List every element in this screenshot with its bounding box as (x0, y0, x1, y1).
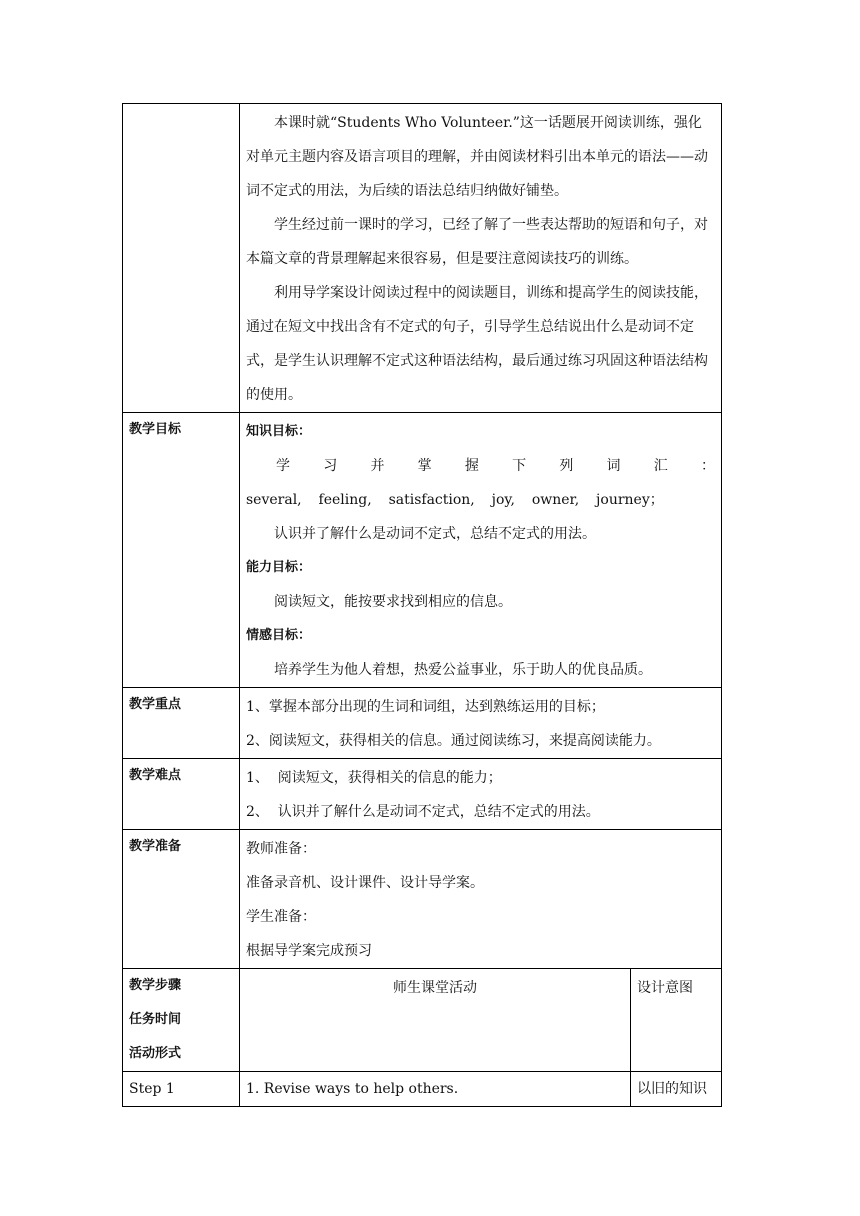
objectives-label: 教学目标 (123, 413, 240, 688)
knowledge-char: 汇 (653, 458, 668, 474)
knowledge-char: 下 (512, 458, 527, 474)
intro-label-cell (123, 104, 240, 413)
knowledge-item-2: 认识并了解什么是动词不定式，总结不定式的用法。 (274, 526, 596, 542)
intro-paragraph-1: 本课时就“Students Who Volunteer.”这一话题展开阅读训练，强化对单元主题内容及语言项目的理解，并由阅读材料引出本单元的语法——动词不定式的用法，为后续的语法总结归纳做好铺垫。 (246, 115, 708, 199)
student-prep-items: 根据导学案完成预习 (246, 943, 372, 959)
key-points-cell (240, 688, 722, 759)
intro-paragraph-3: 利用导学案设计阅读过程中的阅读题目，训练和提高学生的阅读技能，通过在短文中找出含有不定式的句子，引导学生总结说出什么是动词不定式，是学生认识理解不定式这种语法结构，最后通过练习巩固这种语法结构的使用。 (246, 285, 708, 403)
knowledge-line (246, 449, 715, 483)
steps-label: 教学步骤 (129, 978, 182, 993)
key-point-item: 1、掌握本部分出现的生词和词组，达到熟练运用的目标； (246, 699, 605, 715)
key-point-item: 2、阅读短文，获得相关的信息。通过阅读练习，来提高阅读能力。 (246, 733, 661, 749)
vocabulary-list: several, feeling, satisfaction, joy, owner, journey； (246, 492, 664, 508)
preparation-cell (240, 830, 722, 969)
lesson-plan-table (122, 103, 722, 1107)
key-points-label: 教学重点 (123, 688, 240, 759)
knowledge-char: ： (700, 458, 715, 474)
intro-paragraph-2: 学生经过前一课时的学习，已经了解了一些表达帮助的短语和句子，对本篇文章的背景理解起来很容易，但是要注意阅读技巧的训练。 (246, 217, 708, 267)
activity-header: 师生课堂活动 (240, 969, 631, 1072)
steps-header-label (123, 969, 240, 1072)
knowledge-char: 习 (323, 458, 338, 474)
ability-title: 能力目标： (246, 560, 312, 575)
key-points-row (123, 688, 722, 759)
steps-header-row (123, 969, 722, 1072)
intent-header: 设计意图 (631, 969, 722, 1072)
difficulty-item: 2、 认识并了解什么是动词不定式，总结不定式的用法。 (246, 804, 600, 820)
preparation-row (123, 830, 722, 969)
intro-text-cell (240, 104, 722, 413)
teacher-prep-items: 准备录音机、设计课件、设计导学案。 (246, 875, 484, 891)
preparation-label: 教学准备 (123, 830, 240, 969)
difficulties-cell (240, 759, 722, 830)
emotion-item: 培养学生为他人着想，热爱公益事业，乐于助人的优良品质。 (274, 662, 652, 678)
objectives-row (123, 413, 722, 688)
difficulty-item: 1、 阅读短文，获得相关的信息的能力； (246, 770, 502, 786)
form-label: 活动形式 (129, 1046, 182, 1061)
step1-row (123, 1072, 722, 1107)
knowledge-char: 并 (370, 458, 385, 474)
knowledge-char: 词 (606, 458, 621, 474)
knowledge-char: 握 (464, 458, 479, 474)
student-prep-title: 学生准备： (246, 909, 316, 925)
time-label: 任务时间 (129, 1012, 182, 1027)
knowledge-title: 知识目标： (246, 424, 312, 439)
emotion-title: 情感目标： (246, 628, 312, 643)
intro-row (123, 104, 722, 413)
step1-activity: 1. Revise ways to help others. (240, 1072, 631, 1107)
ability-item: 阅读短文，能按要求找到相应的信息。 (274, 594, 512, 610)
knowledge-char: 掌 (417, 458, 432, 474)
step1-label: Step 1 (123, 1072, 240, 1107)
step1-intent: 以旧的知识 (631, 1072, 722, 1107)
knowledge-char: 列 (559, 458, 574, 474)
difficulties-label: 教学难点 (123, 759, 240, 830)
objectives-cell (240, 413, 722, 688)
knowledge-char: 学 (276, 458, 290, 474)
teacher-prep-title: 教师准备： (246, 841, 316, 857)
difficulties-row (123, 759, 722, 830)
